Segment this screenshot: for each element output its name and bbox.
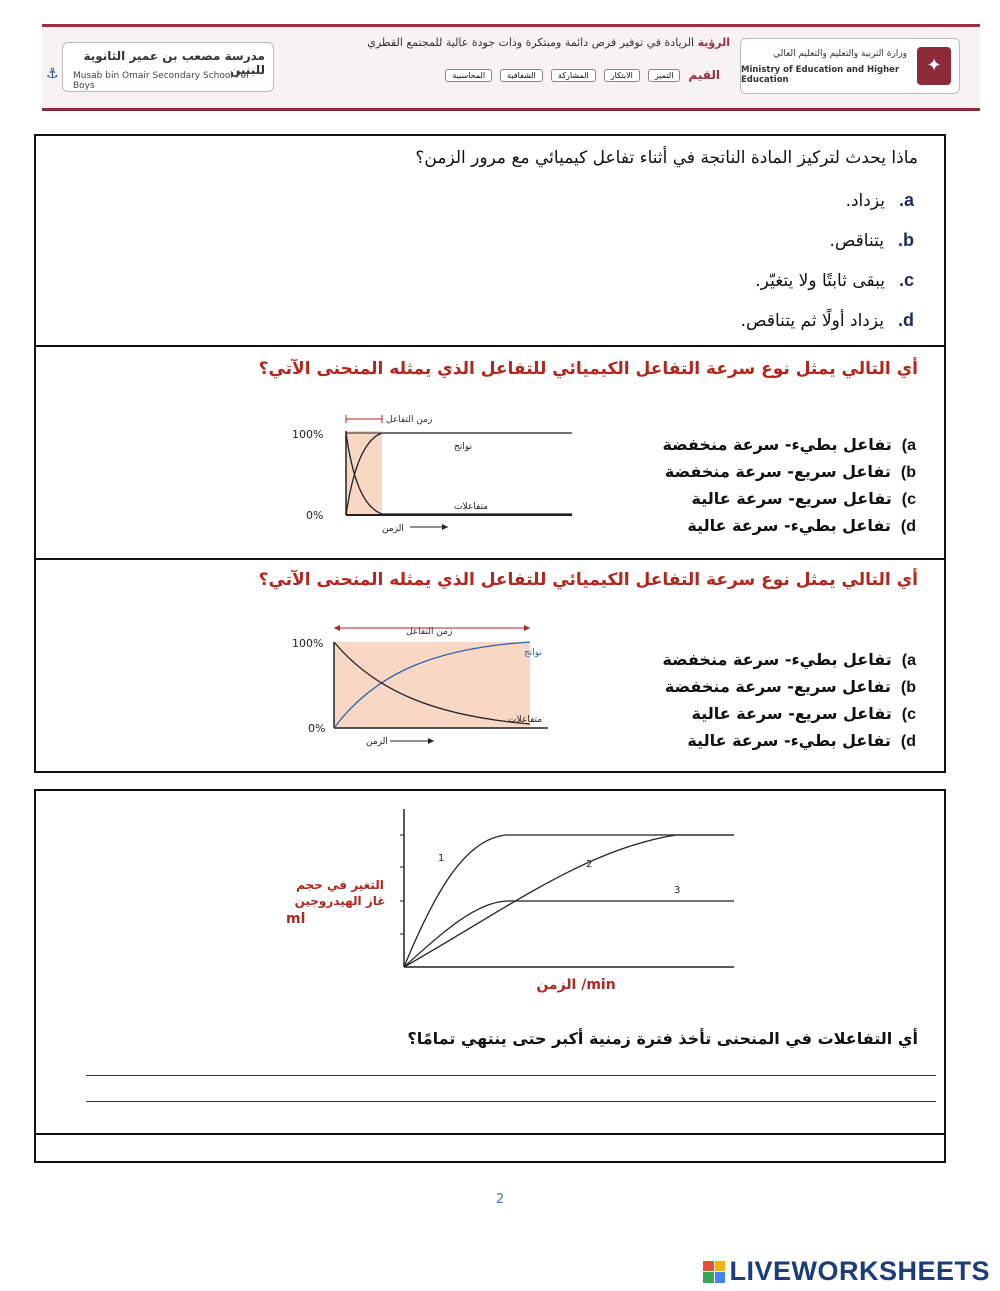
value-pill: الشفافية bbox=[500, 69, 543, 82]
question-1-text: ماذا يحدث لتركيز المادة الناتجة في أثناء تفاعل كيميائي مع مرور الزمن؟ bbox=[415, 148, 918, 168]
curve-3 bbox=[404, 901, 734, 967]
shaded-region bbox=[346, 431, 382, 515]
option-label: c) bbox=[901, 706, 916, 723]
option-label: a) bbox=[901, 652, 916, 669]
question-4-text: أي التفاعلات في المنحنى تأخذ فترة زمنية أكبر حتى ينتهي تمامًا؟ bbox=[407, 1029, 918, 1048]
option-label: c) bbox=[901, 491, 916, 508]
bracket-right-arrow-icon bbox=[524, 625, 530, 631]
question-1-option-b[interactable] bbox=[829, 230, 914, 251]
option-text: تفاعل بطيء- سرعة منخفضة bbox=[662, 650, 892, 669]
question-2-option-a[interactable] bbox=[662, 435, 916, 455]
ministry-emblem-icon: ✦ bbox=[917, 47, 951, 85]
time-label: الزمن bbox=[382, 524, 404, 534]
question-3-option-a[interactable] bbox=[662, 650, 916, 670]
y-top-label: 100% bbox=[292, 637, 324, 650]
school-logo-box bbox=[62, 42, 274, 92]
header-banner bbox=[42, 24, 980, 111]
question-3-option-b[interactable] bbox=[665, 677, 916, 697]
curve-3-label: 3 bbox=[674, 885, 681, 896]
y-unit: ml bbox=[286, 911, 306, 927]
duration-label: زمن التفاعل bbox=[386, 415, 433, 425]
question-2-option-d[interactable] bbox=[687, 516, 916, 536]
question-1-box bbox=[34, 134, 946, 347]
option-text: يزداد. bbox=[845, 191, 885, 211]
ministry-logo-box bbox=[740, 38, 960, 94]
question-3-option-d[interactable] bbox=[687, 731, 916, 751]
option-label: d. bbox=[897, 310, 914, 330]
anchor-icon: ⚓ bbox=[46, 66, 59, 82]
option-text: تفاعل سريع- سرعة منخفضة bbox=[664, 677, 891, 696]
y-label-line1: التغير في حجم bbox=[296, 878, 384, 892]
option-label: b) bbox=[900, 679, 916, 696]
question-2-text: أي التالي يمثل نوع سرعة التفاعل الكيميائي للتفاعل الذي يمثله المنحنى الآتي؟ bbox=[258, 359, 918, 379]
answer-line[interactable] bbox=[86, 1075, 936, 1076]
option-text: تفاعل بطيء- سرعة عالية bbox=[687, 731, 891, 750]
products-label: نواتج bbox=[524, 648, 542, 658]
question-2-option-c[interactable] bbox=[692, 489, 916, 509]
value-pill: المحاسبية bbox=[445, 69, 492, 82]
question-3-option-c[interactable] bbox=[692, 704, 916, 724]
reactants-label: متفاعلات bbox=[454, 502, 489, 512]
value-pill: التميز bbox=[648, 69, 681, 82]
ministry-name-en: Ministry of Education and Higher Education bbox=[741, 65, 900, 85]
question-1-option-d[interactable] bbox=[741, 310, 914, 331]
option-text: يزداد أولًا ثم يتناقص. bbox=[740, 311, 884, 331]
time-label: الزمن bbox=[366, 737, 388, 747]
vision-label: الرؤية bbox=[697, 36, 730, 49]
option-text: تفاعل سريع- سرعة عالية bbox=[691, 489, 892, 508]
question-2-graph bbox=[286, 405, 586, 535]
x-label: الزمن /min bbox=[536, 977, 616, 993]
reactants-label: متفاعلات bbox=[508, 715, 543, 725]
option-text: تفاعل بطيء- سرعة منخفضة bbox=[662, 435, 892, 454]
school-name-ar: مدرسة مصعب بن عمير الثانوية للبنين bbox=[83, 49, 265, 77]
question-4-box bbox=[34, 789, 946, 1163]
shaded-region bbox=[334, 642, 530, 728]
question-1-option-a[interactable] bbox=[846, 190, 914, 211]
question-3-graph bbox=[286, 612, 586, 752]
bottom-divider bbox=[36, 1133, 944, 1135]
curve-2-label: 2 bbox=[586, 859, 593, 870]
value-pill: المشاركة bbox=[551, 69, 596, 82]
vision-statement bbox=[367, 36, 730, 49]
question-3-box bbox=[34, 558, 946, 773]
school-name-en: Musab bin Omair Secondary School For Boys bbox=[73, 71, 250, 91]
value-pill: الابتكار bbox=[604, 69, 640, 82]
page-number: 2 bbox=[495, 1192, 505, 1207]
option-text: يبقى ثابتًا ولا يتغيّر. bbox=[755, 271, 885, 291]
ministry-name-ar: وزارة التربية والتعليم والتعليم العالي bbox=[773, 49, 907, 59]
option-text: تفاعل بطيء- سرعة عالية bbox=[687, 516, 891, 535]
question-1-option-c[interactable] bbox=[755, 270, 914, 291]
values-row bbox=[340, 66, 720, 84]
y-bottom-label: 0% bbox=[308, 722, 326, 735]
option-label: c. bbox=[898, 270, 914, 290]
option-text: تفاعل سريع- سرعة عالية bbox=[691, 704, 892, 723]
option-label: d) bbox=[900, 518, 916, 535]
liveworksheets-logo bbox=[703, 1256, 990, 1287]
question-2-box bbox=[34, 347, 946, 560]
liveworksheets-cube-icon bbox=[703, 1261, 725, 1283]
banner-top-stripe bbox=[42, 24, 980, 27]
time-arrow-head-icon bbox=[428, 738, 434, 744]
option-label: b) bbox=[900, 464, 916, 481]
duration-label: زمن التفاعل bbox=[406, 627, 453, 637]
question-3-text: أي التالي يمثل نوع سرعة التفاعل الكيميائي للتفاعل الذي يمثله المنحنى الآتي؟ bbox=[258, 570, 918, 590]
option-text: يتناقص. bbox=[829, 231, 884, 251]
products-label: نواتج bbox=[454, 442, 472, 452]
values-label: القيم bbox=[688, 68, 720, 82]
y-bottom-label: 0% bbox=[306, 509, 324, 522]
bracket-left-arrow-icon bbox=[334, 625, 340, 631]
curve-1-label: 1 bbox=[438, 853, 445, 864]
y-label-line2: غاز الهيدروجين bbox=[294, 894, 386, 908]
option-label: d) bbox=[900, 733, 916, 750]
answer-line[interactable] bbox=[86, 1101, 936, 1102]
vision-text: الريادة في توفير فرص دائمة ومبتكرة وذات جودة عالية للمجتمع القطري bbox=[367, 36, 695, 49]
option-label: a) bbox=[901, 437, 916, 454]
liveworksheets-brand: LIVEWORKSHEETS bbox=[729, 1256, 990, 1286]
question-2-option-b[interactable] bbox=[665, 462, 916, 482]
option-label: b. bbox=[897, 230, 914, 250]
option-label: a. bbox=[898, 190, 914, 210]
time-arrow-head-icon bbox=[442, 524, 448, 530]
y-top-label: 100% bbox=[292, 428, 324, 441]
question-4-graph bbox=[256, 799, 776, 999]
option-text: تفاعل سريع- سرعة منخفضة bbox=[664, 462, 891, 481]
